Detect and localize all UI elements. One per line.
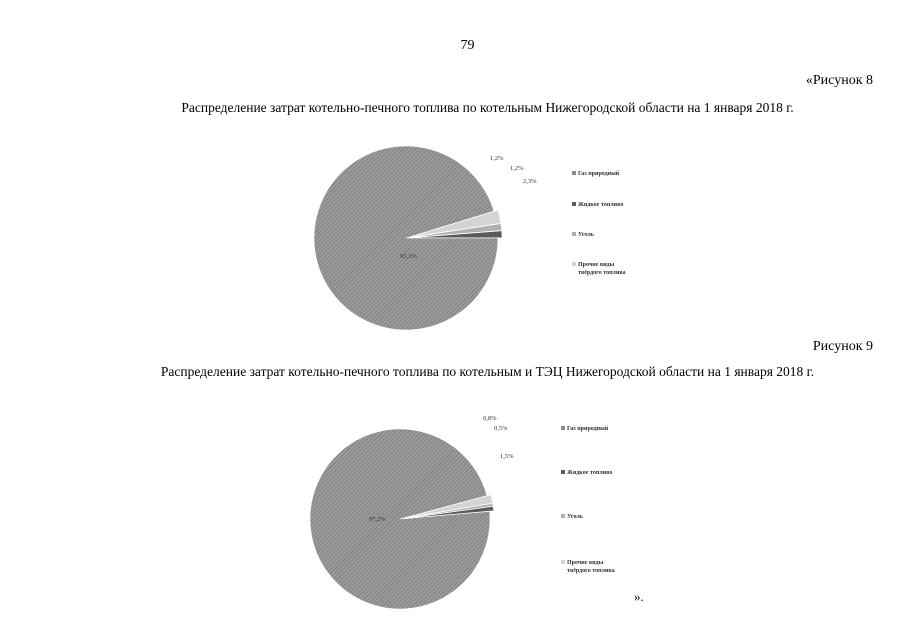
figure-9-label: Рисунок 9	[812, 339, 873, 354]
legend-swatch-жидкое-топливо	[561, 470, 565, 474]
legend-label-прочие-виды-твёрдого-топлива: твёрдого топлива	[578, 270, 626, 276]
data-label-уголь: 1,2%	[510, 165, 524, 172]
legend-label-прочие-виды-твёрдого-топлива: Прочие виды	[567, 560, 604, 566]
legend-swatch-уголь	[561, 514, 565, 518]
figure-8-caption: Распределение затрат котельно-печного топлива по котельным Нижегородской области на 1 января 2018 г.	[181, 100, 794, 115]
data-label-жидкое-топливо: 1,2%	[490, 155, 504, 162]
legend-label-газ-природный: Газ природный	[578, 171, 620, 177]
page-number: 79	[460, 38, 475, 53]
data-label-газ-природный: 95,3%	[400, 253, 417, 260]
legend-label-уголь: Уголь	[578, 232, 594, 238]
pie-slice-газ-природный	[310, 429, 490, 609]
legend-swatch-прочие-виды-твёрдого-топлива	[561, 560, 565, 564]
figure-8-label: «Рисунок 8	[805, 73, 873, 88]
legend-label-газ-природный: Газ природный	[567, 426, 609, 432]
data-label-прочие-виды-твёрдого-топлива: 2,3%	[523, 178, 537, 185]
legend-swatch-газ-природный	[561, 426, 565, 430]
legend-label-жидкое-топливо: Жидкое топливо	[578, 202, 624, 208]
data-label-газ-природный: 97,2%	[369, 516, 386, 523]
legend-label-прочие-виды-твёрдого-топлива: Прочие виды	[578, 262, 615, 268]
data-label-прочие-виды-твёрдого-топлива: 1,5%	[500, 453, 514, 460]
legend-label-уголь: Уголь	[567, 514, 583, 520]
legend-label-прочие-виды-твёрдого-топлива: твёрдого топлива	[567, 568, 615, 574]
figure-9-caption: Распределение затрат котельно-печного топлива по котельным и ТЭЦ Нижегородской области на 1 января 2018 г.	[160, 364, 815, 379]
closing-quote: ».	[634, 589, 644, 604]
legend-label-жидкое-топливо: Жидкое топливо	[567, 470, 613, 476]
data-label-уголь: 0,5%	[494, 425, 508, 432]
data-label-жидкое-топливо: 0,8%	[483, 415, 497, 422]
